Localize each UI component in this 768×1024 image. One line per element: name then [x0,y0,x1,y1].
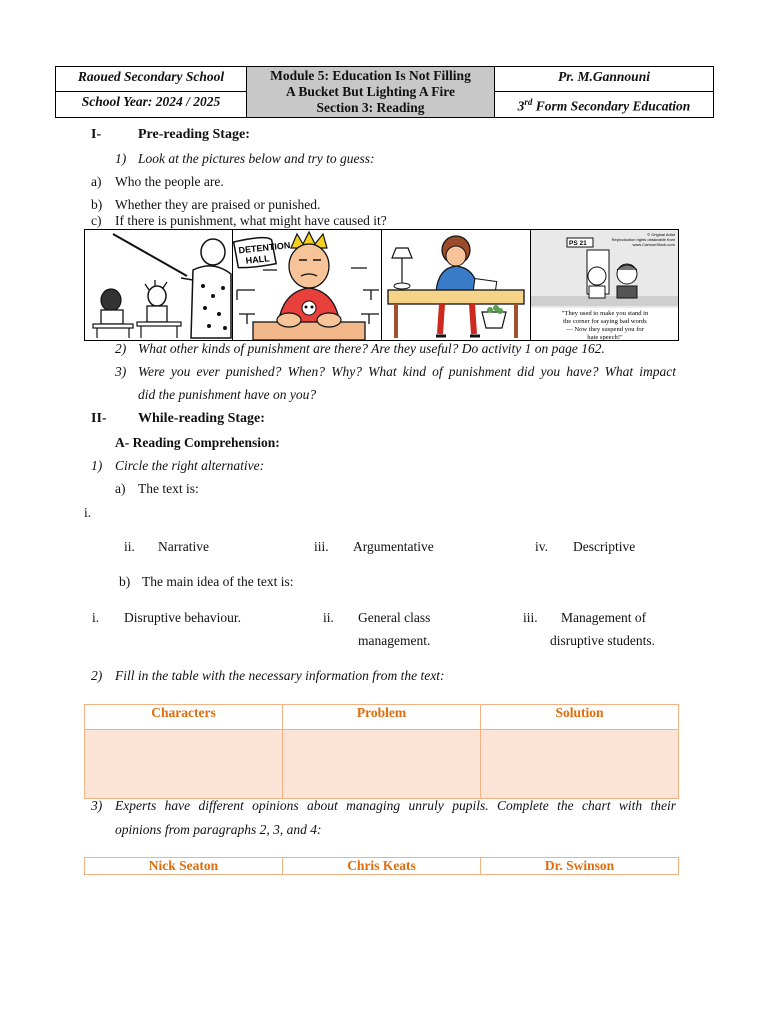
school-year: School Year: 2024 / 2025 [56,92,247,117]
table-cell-characters[interactable] [85,729,283,798]
table-header-dr-swinson: Dr. Swinson [544,858,615,873]
q1a-text: The text is: [138,481,199,496]
picture-student-writing [382,230,531,340]
q1a-option-iv-number: iv. [535,539,548,554]
picture-strip [84,229,679,341]
table-header-chris-keats: Chris Keats [283,858,481,874]
table-header-characters: Characters [85,705,283,729]
q1a-option-i: i. [84,505,92,520]
while-q3-number: 3) [91,798,103,813]
section-2-title: While-reading Stage: [138,411,265,426]
module-line-3: Section 3: Reading [316,100,425,115]
characters-problem-solution-table [84,704,679,799]
q1b-option-i-number: i. [92,610,100,625]
student-writing-illustration [382,230,531,340]
school-name: Raoued Secondary School [56,67,247,92]
q1b-text: The main idea of the text is: [142,574,294,589]
pre-item-b-label: b) [91,197,103,212]
q1a-option-iii-number: iii. [314,539,329,554]
cartoon-kids-illustration [531,230,678,340]
q1b-label: b) [119,574,131,589]
form-suffix: rd [524,97,533,107]
module-line-1: Module 5: Education Is Not Filling [270,68,471,83]
pre-q1-number: 1) [115,151,127,166]
cartoon-credit-line-3: www.CartoonStock.com [632,242,675,247]
q1a-option-ii: Narrative [158,539,209,554]
q1a-option-iv: Descriptive [573,539,636,554]
teacher-name: Pr. M.Gannouni [495,67,713,92]
pre-q2-number: 2) [115,341,127,356]
cartoon-credit-line-1: © Original Artist [647,232,675,237]
picture-teacher-pupils [85,230,233,340]
q1b-option-ii-line-1: General class [358,610,431,625]
detention-hall-illustration [233,230,382,340]
pre-q1-text: Look at the pictures below and try to guess: [138,151,375,166]
module-title [247,67,495,117]
cartoon-caption-line-4: hate speech!" [587,334,623,340]
table-header-problem: Problem [283,705,481,729]
cartoon-caption-line-1: "They used to make you stand in [561,310,649,317]
while-q3-line-2: opinions from paragraphs 2, 3, and 4: [115,822,322,837]
form-number: 3 [517,98,525,114]
while-q1-number: 1) [91,458,103,473]
table-header-solution: Solution [555,705,604,720]
q1b-option-iii-number: iii. [523,610,538,625]
detention-sign-line-2: HALL [245,253,271,266]
cartoon-caption-line-3: — Now they suspend you for [566,326,644,333]
teacher-pupils-illustration [85,230,233,340]
pre-item-a-label: a) [91,174,102,189]
pre-item-c-label: c) [91,213,102,228]
experts-opinions-table [84,857,679,875]
while-q2-number: 2) [91,668,103,683]
while-q3-line-1: Experts have different opinions about managing unruly pupils. Complete the chart with their [115,798,676,813]
pre-item-c-text: If there is punishment, what might have caused it? [115,213,387,228]
cartoon-door-sign: PS 21 [569,240,587,247]
q1b-option-ii-line-2: management. [358,633,431,648]
table-header-nick-seaton: Nick Seaton [85,858,283,874]
q1a-option-ii-number: ii. [124,539,135,554]
cartoon-credit-line-2: Reproduction rights obtainable from [611,237,675,242]
q1b-option-ii-number: ii. [323,610,334,625]
detention-sign-line-1: DETENTION [238,240,291,256]
q1b-option-iii-line-1: Management of [561,610,647,625]
pre-item-b-text: Whether they are praised or punished. [115,197,321,212]
q1b-option-i: Disruptive behaviour. [124,610,241,625]
form-level [495,92,713,117]
section-1-number: I- [91,127,102,142]
cartoon-caption-line-2: the corner for saying bad words [563,318,647,325]
picture-cartoon-kids [531,230,678,340]
pre-q3-number: 3) [115,364,127,379]
form-text: Form Secondary Education [532,98,691,114]
picture-detention-hall [233,230,382,340]
pre-q2-text: What other kinds of punishment are there? Are they useful? Do activity 1 on page 162. [138,341,605,356]
module-line-2: A Bucket But Lighting A Fire [286,84,455,99]
section-2-number: II- [91,411,107,426]
reading-comprehension-heading: A- Reading Comprehension: [115,435,280,450]
table-cell-problem[interactable] [283,729,481,798]
q1a-label: a) [115,481,126,496]
pre-q3-line-2: did the punishment have on you? [138,387,317,402]
q1a-option-iii: Argumentative [353,539,434,554]
q1b-option-iii-line-2: disruptive students. [550,633,655,648]
while-q2-text: Fill in the table with the necessary information from the text: [115,668,445,683]
section-1-title: Pre-reading Stage: [138,127,250,142]
pre-q3-line-1: Were you ever punished? When? Why? What kind of punishment did you have? What impact [138,364,676,379]
pre-item-a-text: Who the people are. [115,174,224,189]
table-cell-solution[interactable] [481,729,678,798]
while-q1-text: Circle the right alternative: [115,458,265,473]
header-table [55,66,714,118]
